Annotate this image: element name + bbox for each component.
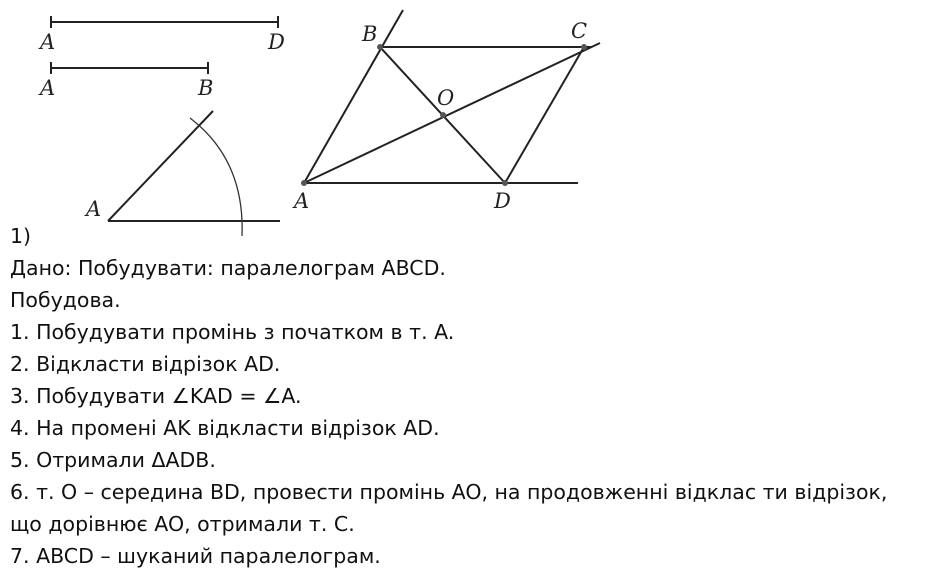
step-6: 6. т. O – середина BD, провести промінь AO, на продовженні відклас ти відрізок, xyxy=(10,480,888,504)
parallelogram-label-b: B xyxy=(362,22,378,46)
segment-ad-label-d: D xyxy=(268,30,285,54)
step-4: 4. На промені AK відкласти відрізок AD. xyxy=(10,416,440,440)
segment-ab xyxy=(51,62,208,74)
segment-ad-label-a: A xyxy=(40,30,56,54)
angle-label-a: A xyxy=(86,197,102,221)
diagonal-ac xyxy=(304,43,600,183)
step-1: 1. Побудувати промінь з початком в т. A. xyxy=(10,320,455,344)
parallelogram-label-c: C xyxy=(571,19,588,43)
point-a xyxy=(301,180,307,186)
step-6-continued: що дорівнює AO, отримали т. C. xyxy=(10,512,355,536)
problem-number: 1) xyxy=(10,224,32,248)
construction-figure xyxy=(0,0,930,240)
segment-ab-label-a: A xyxy=(40,76,56,100)
construction-heading: Побудова. xyxy=(10,288,121,312)
segment-ad xyxy=(51,16,278,28)
side-cd xyxy=(505,47,584,183)
solution-text xyxy=(10,220,925,572)
given-line: Дано: Побудувати: паралелограм ABCD. xyxy=(10,256,446,280)
point-d xyxy=(502,180,508,186)
angle-arc xyxy=(190,118,242,236)
segment-ab-label-b: B xyxy=(198,76,214,100)
parallelogram-label-d: D xyxy=(494,189,511,213)
step-5: 5. Отримали ΔADB. xyxy=(10,448,216,472)
parallelogram-label-o: O xyxy=(437,86,455,110)
point-c xyxy=(581,44,587,50)
side-ab xyxy=(304,10,403,183)
parallelogram-label-a: A xyxy=(294,189,310,213)
point-b xyxy=(377,44,383,50)
step-7: 7. ABCD – шуканий паралелограм. xyxy=(10,544,381,568)
step-2: 2. Відкласти відрізок AD. xyxy=(10,352,281,376)
given-angle xyxy=(108,111,280,221)
step-3: 3. Побудувати ∠KAD = ∠A. xyxy=(10,384,302,408)
point-o xyxy=(440,112,446,118)
